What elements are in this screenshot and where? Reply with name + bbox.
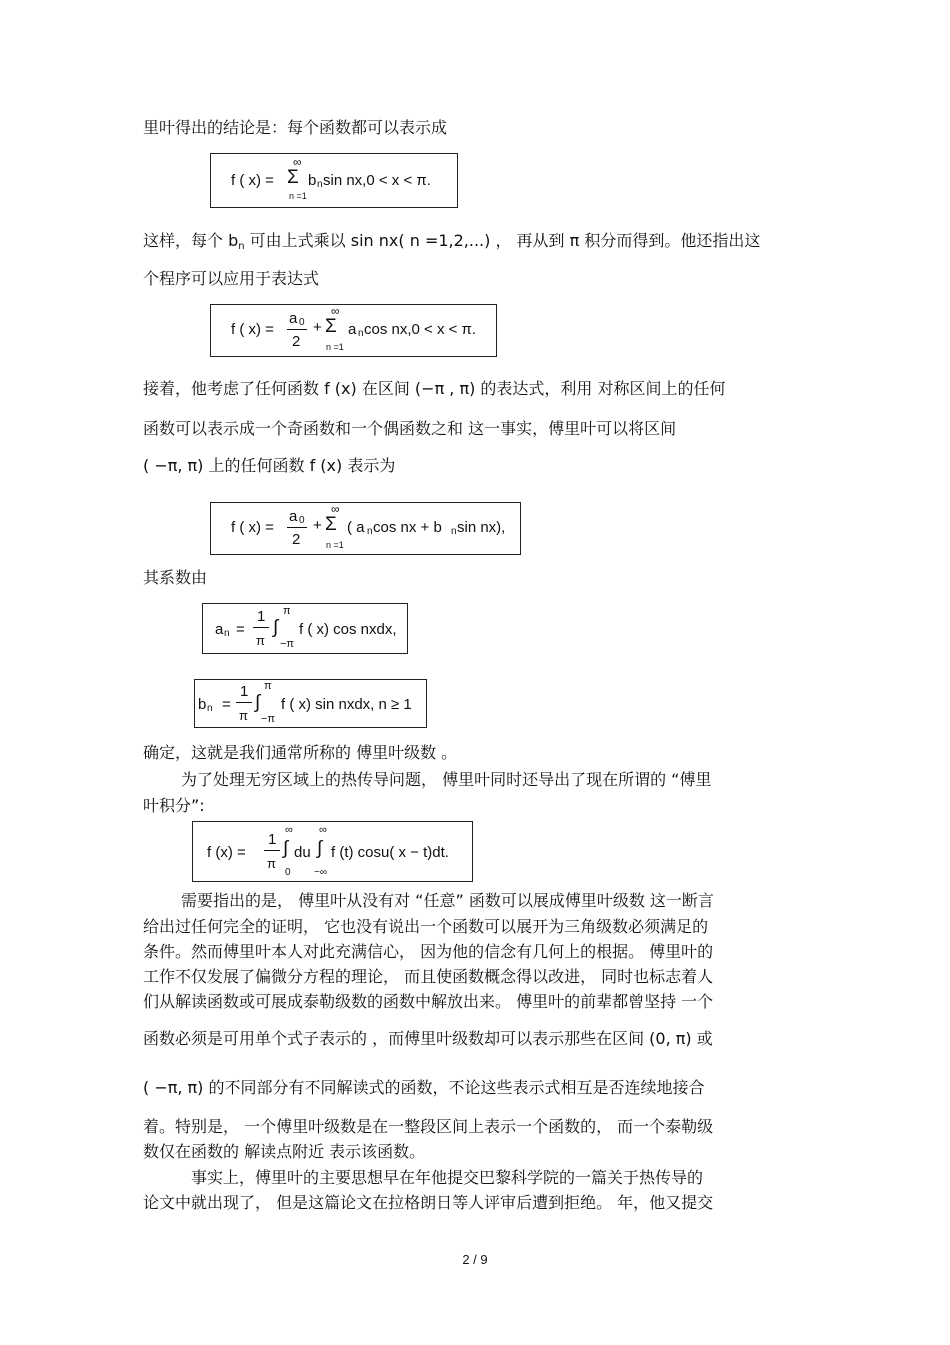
fraction-bar (253, 627, 269, 628)
text-line: 确定，这就是我们通常所称的 傅里叶级数 。 (143, 743, 458, 762)
fraction-bar (287, 527, 307, 528)
formula-lhs: f ( x) = (231, 519, 274, 536)
text-line: 数仅在函数的 解读点附近 表示该函数。 (143, 1142, 426, 1161)
text-line: 叶积分”: (143, 796, 205, 815)
formula-rest: f ( x) cos nxdx, (299, 621, 397, 638)
text-line: 们从解读函数或可展成泰勒级数的函数中解放出来。 傅里叶的前辈都曾坚持 一个 (143, 992, 714, 1011)
sigma-symbol: Σ (325, 514, 337, 535)
sum-upper-limit: ∞ (331, 304, 340, 318)
text-line: 论文中就出现了， 但是这篇论文在拉格朗日等人评审后遭到拒绝。 年，他又提交 (143, 1193, 714, 1212)
integral-lower-limit: −π (261, 713, 276, 725)
fraction-bar (236, 702, 252, 703)
fraction-denominator: 2 (292, 333, 301, 350)
formula-rest: f ( x) sin nxdx, n ≥ 1 (281, 696, 412, 713)
formula-fourier-cosine-series (210, 304, 497, 357)
plus-sign: + (313, 517, 322, 534)
formula-lhs: f (x) = (207, 844, 246, 861)
series-term-close: sin nx), (457, 519, 506, 536)
text-line: ( −π, π) 上的任何函数 f (x) 表示为 (143, 456, 396, 475)
integral-upper-limit: π (283, 605, 291, 617)
integral-upper-limit: ∞ (285, 824, 293, 836)
fraction-denominator: π (267, 856, 276, 871)
sum-upper-limit: ∞ (331, 502, 340, 516)
sum-lower-limit: n =1 (326, 540, 344, 550)
coefficient: a (348, 321, 357, 338)
formula-fourier-sine-series (210, 153, 458, 208)
coefficient-sub: n (367, 526, 373, 537)
formula-rest: sin nx,0 < x < π. (323, 172, 431, 189)
coefficient-sub: n (317, 179, 323, 190)
sum-upper-limit: ∞ (293, 155, 302, 169)
text-line: 函数必须是可用单个式子表示的 ，而傅里叶级数却可以表示那些在区间 (0, π) 或 (143, 1029, 713, 1048)
text-line: ( −π, π) 的不同部分有不同解读式的函数，不论这些表示式相互是否连续地接合 (143, 1078, 705, 1097)
fraction-denominator: π (256, 633, 265, 648)
equals-sign: = (222, 696, 231, 713)
fraction-numerator: 1 (268, 831, 277, 848)
formula-coefficient-bn (194, 679, 427, 728)
integral-upper-limit: ∞ (319, 824, 327, 836)
formula-rest: cos nx,0 < x < π. (364, 321, 477, 338)
fraction-bar (287, 329, 307, 330)
coefficient-sub: n (207, 703, 213, 714)
formula-fourier-integral (192, 821, 473, 882)
plus-sign: + (313, 319, 322, 336)
du-term: du (294, 844, 311, 861)
text-line: 个程序可以应用于表达式 (143, 269, 320, 288)
equals-sign: = (236, 621, 245, 638)
text-line: 给出过任何完全的证明， 它也没有说出一个函数可以展开为三角级数必须满足的 (143, 917, 709, 936)
formula-fourier-series (210, 502, 521, 555)
integral-symbol: ∫ (283, 838, 289, 859)
text-line: 接着，他考虑了任何函数 f (x) 在区间 (−π , π) 的表达式，利用 对称区间上的任何 (143, 379, 726, 398)
integral-symbol: ∫ (255, 692, 261, 713)
coefficient-sub: n (451, 526, 457, 537)
fraction-bar (264, 850, 280, 851)
sigma-symbol: Σ (287, 167, 299, 188)
page-number: 2 / 9 (462, 1252, 488, 1267)
text-line: 里叶得出的结论是：每个函数都可以表示成 (143, 118, 448, 137)
series-term-open: ( a (347, 519, 365, 536)
coefficient-sub: n (358, 328, 364, 339)
formula-lhs: f ( x) = (231, 172, 274, 189)
text-line: 函数可以表示成一个奇函数和一个偶函数之和 这一事实，傅里叶可以将区间 (143, 419, 677, 438)
text-line: 工作不仅发展了偏微分方程的理论， 而且使函数概念得以改进， 同时也标志着人 (143, 967, 714, 986)
fraction-numerator: 1 (257, 608, 266, 625)
integral-lower-limit: 0 (285, 867, 291, 878)
series-term-mid: cos nx + b (373, 519, 442, 536)
sum-lower-limit: n =1 (289, 191, 307, 201)
numerator-sub: 0 (299, 317, 305, 328)
coefficient-lhs: a (215, 621, 224, 638)
coefficient-lhs: b (198, 696, 207, 713)
fraction-denominator: 2 (292, 531, 301, 548)
integral-upper-limit: π (264, 680, 272, 692)
sigma-symbol: Σ (325, 316, 337, 337)
fraction-denominator: π (239, 708, 248, 723)
text-line: 为了处理无穷区域上的热传导问题， 傅里叶同时还导出了现在所谓的 “傅里 (181, 770, 712, 789)
integral-lower-limit: −∞ (314, 867, 327, 878)
text-line: 事实上，傅里叶的主要思想早在年他提交巴黎科学院的一篇关于热传导的 (191, 1168, 704, 1187)
sum-lower-limit: n =1 (326, 342, 344, 352)
formula-lhs: f ( x) = (231, 321, 274, 338)
text-line: 条件。然而傅里叶本人对此充满信心， 因为他的信念有几何上的根据。 傅里叶的 (143, 942, 714, 961)
text-line: 着。特别是， 一个傅里叶级数是在一整段区间上表示一个函数的， 而一个泰勒级 (143, 1117, 714, 1136)
text-line: 需要指出的是， 傅里叶从没有对 “任意” 函数可以展成傅里叶级数 这一断言 (181, 891, 714, 910)
formula-coefficient-an (202, 603, 408, 654)
text-line: 其系数由 (143, 568, 208, 587)
numerator-sub: 0 (299, 515, 305, 526)
coefficient: b (308, 172, 317, 189)
integral-lower-limit: −π (280, 638, 295, 650)
fraction-numerator: a (289, 310, 298, 327)
integral-symbol: ∫ (273, 617, 279, 638)
text-line: 这样，每个 bn 可由上式乘以 sin nx( n =1,2,...) ， 再从到 π 积分而得到。他还指出这 (143, 231, 761, 252)
coefficient-sub: n (224, 628, 230, 639)
fraction-numerator: 1 (240, 683, 249, 700)
fraction-numerator: a (289, 508, 298, 525)
integral-symbol: ∫ (317, 838, 323, 859)
formula-rest: f (t) cosu( x − t)dt. (331, 844, 449, 861)
